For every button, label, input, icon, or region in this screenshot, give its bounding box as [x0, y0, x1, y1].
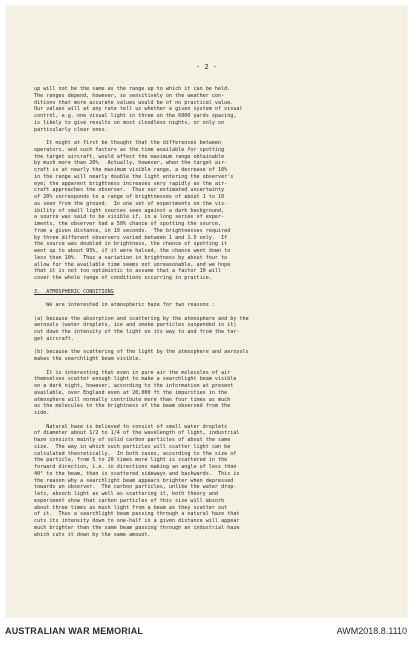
- paragraph-gap: [34, 417, 398, 424]
- text-line: of diameter about 1/2 to 1/4 of the wavelength of light, industrial: [34, 430, 240, 437]
- paragraph-gap: [34, 282, 398, 289]
- text-line: particularly clear ones.: [34, 126, 108, 133]
- text-line: forward direction, i.e. in directions making an angle of less than: [34, 464, 237, 470]
- text-line: Natural haze is believed to consist of small water droplets: [34, 423, 228, 430]
- text-line: a source was said to be visible if, in a long series of exper-: [34, 214, 225, 221]
- text-line: eye; the apparent brightness increases very rapidly as the air-: [34, 180, 228, 187]
- text-line: by three different observers varied between 1 and 1.5 only. If: [34, 234, 228, 241]
- text-line: (b) because the scattering of the light by the atmosphere and aerosols: [34, 349, 249, 356]
- text-line: about three times as much light from a beam as they scatter out: [34, 504, 228, 511]
- text-line: went up to about 95%, if it were halved, the chance went down to: [34, 248, 231, 254]
- page-number: - 2 -: [195, 63, 218, 71]
- text-line: which cuts it down by the same amount.: [34, 531, 151, 538]
- text-line: cover the whole range of conditions occurring in practice.: [34, 275, 212, 281]
- text-line: It is interesting that even in pure air the molecules of air: [34, 369, 231, 376]
- text-line: iments, the observer had a 50% chance of spotting the source,: [34, 221, 222, 227]
- text-line: the target aircraft, would affect the maximum range obtainable: [34, 153, 225, 160]
- archive-footer: [0, 618, 413, 653]
- document-body: [34, 86, 398, 538]
- text-line: of it. Thus a searchlight beam passing through a natural haze that: [34, 511, 240, 518]
- text-line: from a given distance, in 10 seconds. The brightnesses required: [34, 227, 231, 234]
- text-line: cut down the intensity of the light on its way to and from the tar-: [34, 329, 240, 335]
- paragraph-gap: [34, 343, 398, 350]
- text-line: get aircraft.: [34, 335, 74, 342]
- text-line: The ranges depend, however, so sensitively on the weather con-: [34, 92, 225, 99]
- text-line: is likely to give results on most cloudless nights, or only on: [34, 119, 225, 126]
- section-heading: 3. ATMOSPHERIC CONDITIONS: [34, 288, 114, 295]
- text-line: We are interested in atmospheric haze for two reasons :: [34, 302, 215, 308]
- text-line: as the molecules to the brightness of the beam observed from the: [34, 403, 231, 410]
- catalogue-id: AWM2018.8.1110: [336, 626, 407, 636]
- text-line: haze consists mainly of solid carbon particles of about the same: [34, 437, 231, 443]
- text-line: operators, and such factors as the time available for spotting: [34, 146, 225, 153]
- text-line: ibility of small light sources seen against a dark background,: [34, 207, 225, 214]
- text-line: of 20% corresponds to a range of brightnesses of about 1 to 10: [34, 194, 225, 200]
- text-line: (a) because the absorption and scattering by the atmosphere and by the: [34, 315, 249, 322]
- text-line: ditions that more accurate values would be of no practical value.: [34, 99, 234, 106]
- text-line: towards an observer. The carbon particles, unlike the water drop-: [34, 484, 237, 491]
- text-line: in the range will nearly double the light entering the observer's: [34, 173, 234, 180]
- text-line: side.: [34, 410, 50, 416]
- text-line: aerosols (water droplets, ice and smoke particles suspended in it): [34, 322, 237, 329]
- text-line: craft approaches the observer. Thus our estimated uncertainty: [34, 187, 225, 194]
- text-line: the reason why a searchlight beam appears brighter when depressed: [34, 477, 234, 484]
- text-line: 40° to the beam, than is scattered sideways and backwards. This is: [34, 470, 240, 477]
- text-line: the source was doubled in brightness, the chance of spotting it: [34, 241, 228, 248]
- text-line: themselves scatter enough light to make a searchlight beam visible: [34, 376, 237, 383]
- institution-label: AUSTRALIAN WAR MEMORIAL: [5, 626, 144, 636]
- text-line: on a dark night, however, according to the information at present: [34, 383, 234, 389]
- text-line: allow for the available time seems not unreasonable, and we hope: [34, 261, 231, 268]
- text-line: atmosphere will normally contribute more than four times as much: [34, 396, 231, 403]
- text-line: lets, absorb light as well as scattering it, both theory and: [34, 491, 219, 497]
- paragraph-gap: [34, 363, 398, 370]
- text-line: the particle, from 5 to 20 times more light is scattered in the: [34, 457, 228, 464]
- text-line: calculated theoretically. In both cases, according to the size of: [34, 450, 237, 457]
- text-line: control, e.g. one visual light in three on the 6000 yards spacing,: [34, 113, 237, 119]
- text-line: craft is at nearly the maximum visible range, a decrease of 10%: [34, 167, 228, 173]
- text-line: Our values will at any rate tell us whether a given system of visual: [34, 106, 243, 113]
- text-line: cuts its intensity down to one-half in a given distance will appear: [34, 518, 240, 524]
- text-line: that it is not too optimistic to assume that a factor 10 will: [34, 268, 222, 275]
- text-line: as seen from the ground. In one set of experiments on the vis-: [34, 200, 228, 207]
- paragraph-gap: [34, 295, 398, 302]
- text-line: size. The way in which such particles will scatter light can be: [34, 443, 231, 450]
- paragraph-gap: [34, 133, 398, 140]
- text-line: by much more than 20%. Actually, however, when the target air-: [34, 160, 228, 167]
- text-line: much brighter than the same beam passing through an industrial haze: [34, 524, 240, 531]
- text-line: makes the searchlight beam visible.: [34, 356, 142, 362]
- text-line: less than 10%. Thus a variation in brightness by about four to: [34, 254, 228, 261]
- text-line: experiment show that carbon particles of this size will absorb: [34, 497, 225, 504]
- text-line: It might at first be thought that the differences between: [34, 140, 222, 146]
- document-page: [6, 6, 407, 618]
- paragraph-gap: [34, 309, 398, 316]
- text-line: available, over England even at 20,000 ft the impurities in the: [34, 389, 228, 396]
- text-line: up will not be the same as the range up to which it can be held.: [34, 86, 231, 92]
